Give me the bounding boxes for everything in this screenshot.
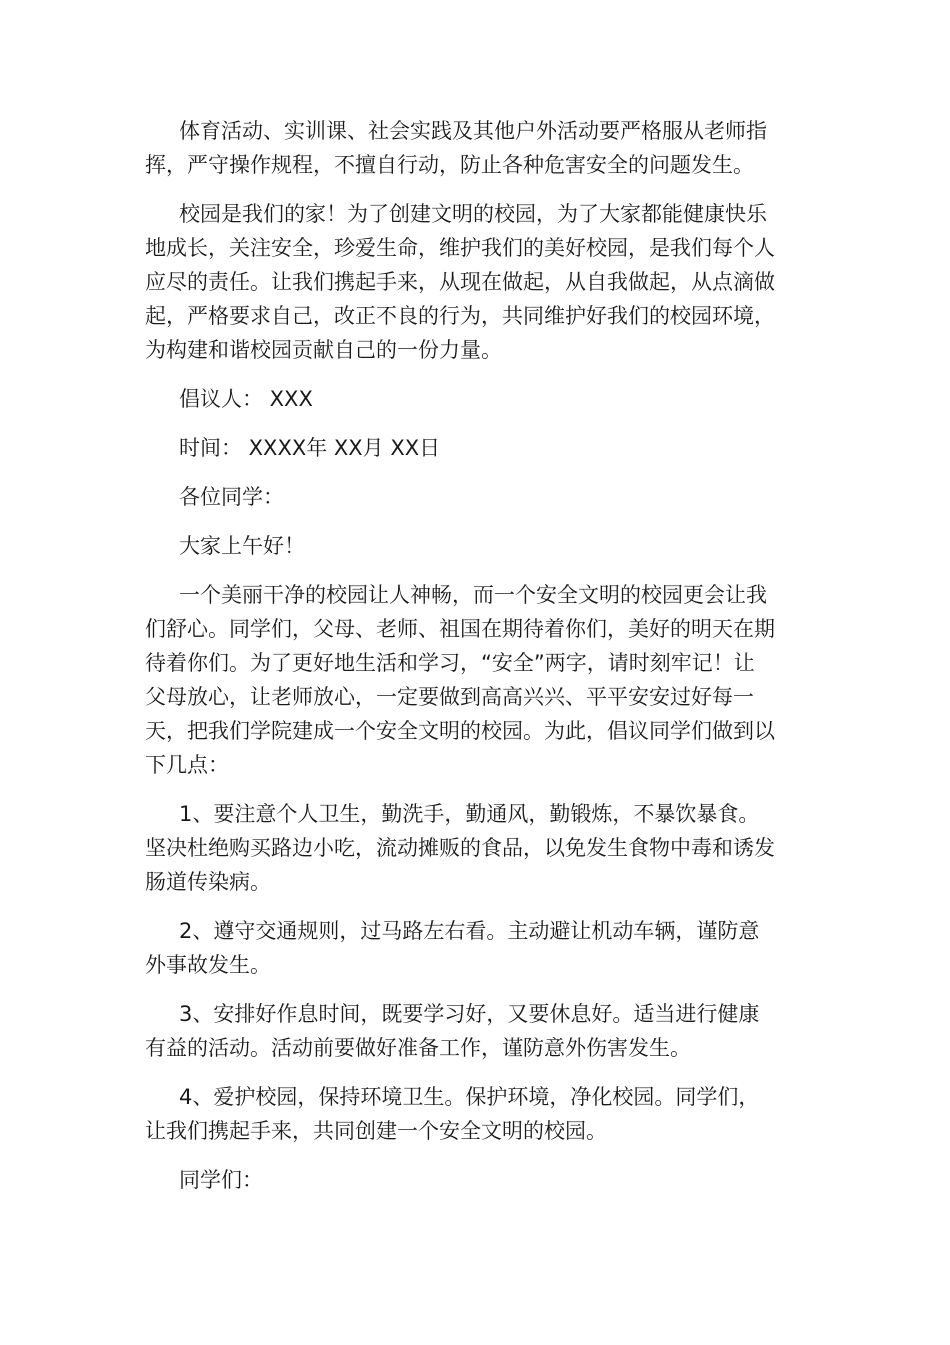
paragraph-greeting: 大家上午好！ — [179, 534, 305, 558]
paragraph-point-2: 2、遵守交通规则，过马路左右看。主动避让机动车辆，谨防意外事故发生。 — [145, 919, 760, 977]
paragraph-point-3: 3、安排好作息时间，既要学习好，又要休息好。适当进行健康有益的活动。活动前要做好准备工作，谨防意外伤害发生。 — [145, 1002, 760, 1060]
paragraph-safety-rules: 体育活动、实训课、社会实践及其他户外活动要严格服从老师指挥，严守操作规程，不擅自行动，防止各种危害安全的问题发生。 — [145, 119, 767, 177]
paragraph-date: 时间： XXXX年 XX月 XX日 — [179, 436, 441, 460]
paragraph-point-1: 1、要注意个人卫生，勤洗手，勤通风，勤锻炼，不暴饮暴食。坚决杜绝购买路边小吃，流动摊贩的食品，以免发生食物中毒和诱发肠道传染病。 — [145, 802, 775, 894]
paragraph-campus-home: 校园是我们的家！为了创建文明的校园，为了大家都能健康快乐地成长，关注安全，珍爱生命，维护我们的美好校园，是我们每个人应尽的责任。让我们携起手来，从现在做起，从自我做起，从点滴做起，严格要求自己，改正不良的行为，共同维护好我们的校园环境，为构建和谐校园贡献自己的一份力量。 — [145, 202, 775, 362]
paragraph-proposer: 倡议人： XXX — [179, 387, 313, 411]
paragraph-point-4: 4、爱护校园，保持环境卫生。保护环境，净化校园。同学们，让我们携起手来，共同创建一个安全文明的校园。 — [145, 1085, 760, 1143]
paragraph-salutation: 各位同学： — [179, 485, 284, 509]
paragraph-intro: 一个美丽干净的校园让人神畅，而一个安全文明的校园更会让我们舒心。同学们，父母、老师、祖国在期待着你们，美好的明天在期待着你们。为了更好地生活和学习，“安全”两字，请时刻牢记！让父母放心，让老师放心，一定要做到高高兴兴、平平安安过好每一天，把我们学院建成一个安全文明的校园。为此，倡议同学们做到以下几点： — [145, 583, 775, 777]
document-body — [145, 114, 775, 1197]
paragraph-closing-salutation: 同学们： — [179, 1168, 263, 1192]
